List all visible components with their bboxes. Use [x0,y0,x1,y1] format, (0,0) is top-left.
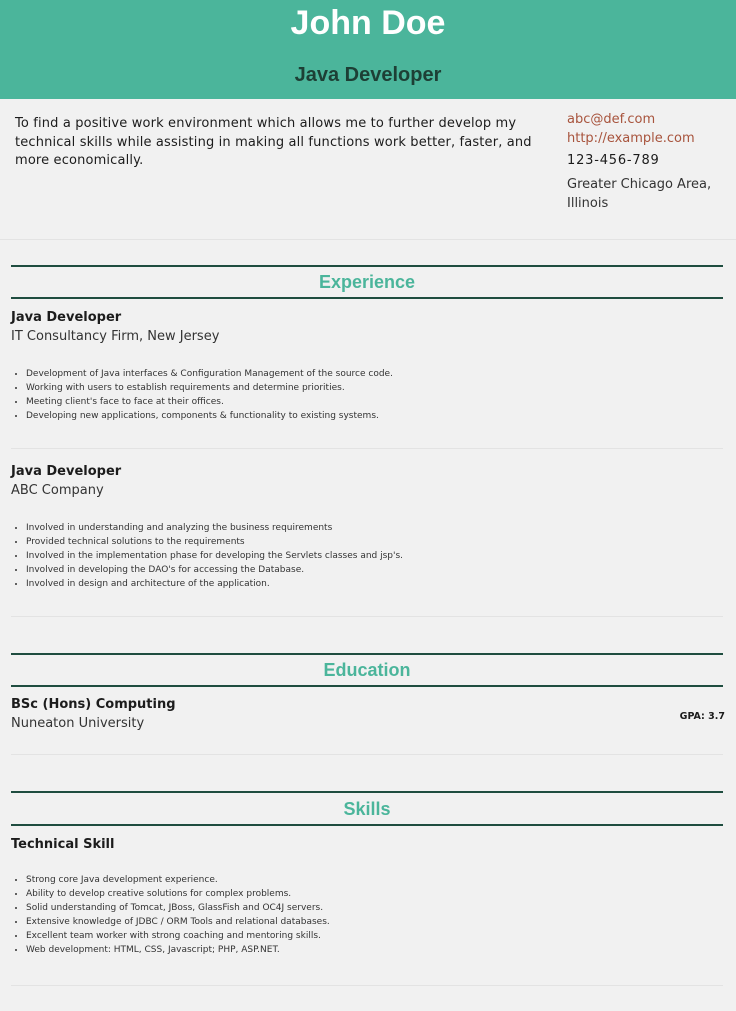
section-rule [11,685,723,687]
location: Greater Chicago Area, Illinois [567,177,712,211]
list-item: • Solid understanding of Tomcat, JBoss, GlassFish and OC4J servers. [26,901,330,915]
degree: BSc (Hons) Computing [11,697,176,712]
job-title: Java Developer [294,64,442,86]
skill-heading: Technical Skill [11,837,115,852]
list-item: • Strong core Java development experience. [26,873,330,887]
school: Nuneaton University [11,716,145,731]
divider [11,616,723,617]
job-company: ABC Company [11,483,104,498]
list-item: • Working with users to establish requirements and determine priorities. [26,381,393,395]
list-item: • Provided technical solutions to the requirements [26,535,403,549]
list-item: • Extensive knowledge of JDBC / ORM Tools and relational databases. [26,915,330,929]
candidate-name: John Doe [290,4,446,42]
list-item: • Ability to develop creative solutions for complex problems. [26,887,330,901]
email-link[interactable]: abc@def.com [567,112,656,127]
divider [11,985,723,986]
job-role: Java Developer [11,464,122,479]
job-duties-list [11,367,393,423]
section-title-education: Education [323,660,411,680]
job-role: Java Developer [11,310,122,325]
list-item: • Involved in the implementation phase for developing the Servlets classes and jsp's. [26,549,403,563]
list-item: • Involved in understanding and analyzing the business requirements [26,521,403,535]
website-link[interactable]: http://example.com [567,131,695,146]
section-rule [11,265,723,267]
list-item: • Excellent team worker with strong coaching and mentoring skills. [26,929,330,943]
contact-block [567,110,727,213]
section-rule [11,791,723,793]
divider [11,448,723,449]
objective-text: To find a positive work environment which allows me to further develop my technical skills while assisting in making all functions work better, faster, and more economically. [15,116,532,168]
section-title-skills: Skills [343,799,391,819]
list-item: • Involved in design and architecture of the application. [26,577,403,591]
list-item: • Involved in developing the DAO's for accessing the Database. [26,563,403,577]
divider [11,754,723,755]
section-rule [11,653,723,655]
list-item: • Developing new applications, components & functionality to existing systems. [26,409,393,423]
skills-list [11,873,330,957]
job-company: IT Consultancy Firm, New Jersey [11,329,220,344]
section-rule [11,824,723,826]
section-title-experience: Experience [318,272,416,292]
divider [0,239,736,240]
resume-header [0,0,736,99]
phone-number: 123-456-789 [567,153,660,168]
job-duties-list [11,521,403,591]
section-rule [11,297,723,299]
list-item: • Web development: HTML, CSS, Javascript; PHP, ASP.NET. [26,943,330,957]
list-item: • Meeting client's face to face at their offices. [26,395,393,409]
gpa: GPA: 3.7 [679,711,725,722]
list-item: • Development of Java interfaces & Configuration Management of the source code. [26,367,393,381]
